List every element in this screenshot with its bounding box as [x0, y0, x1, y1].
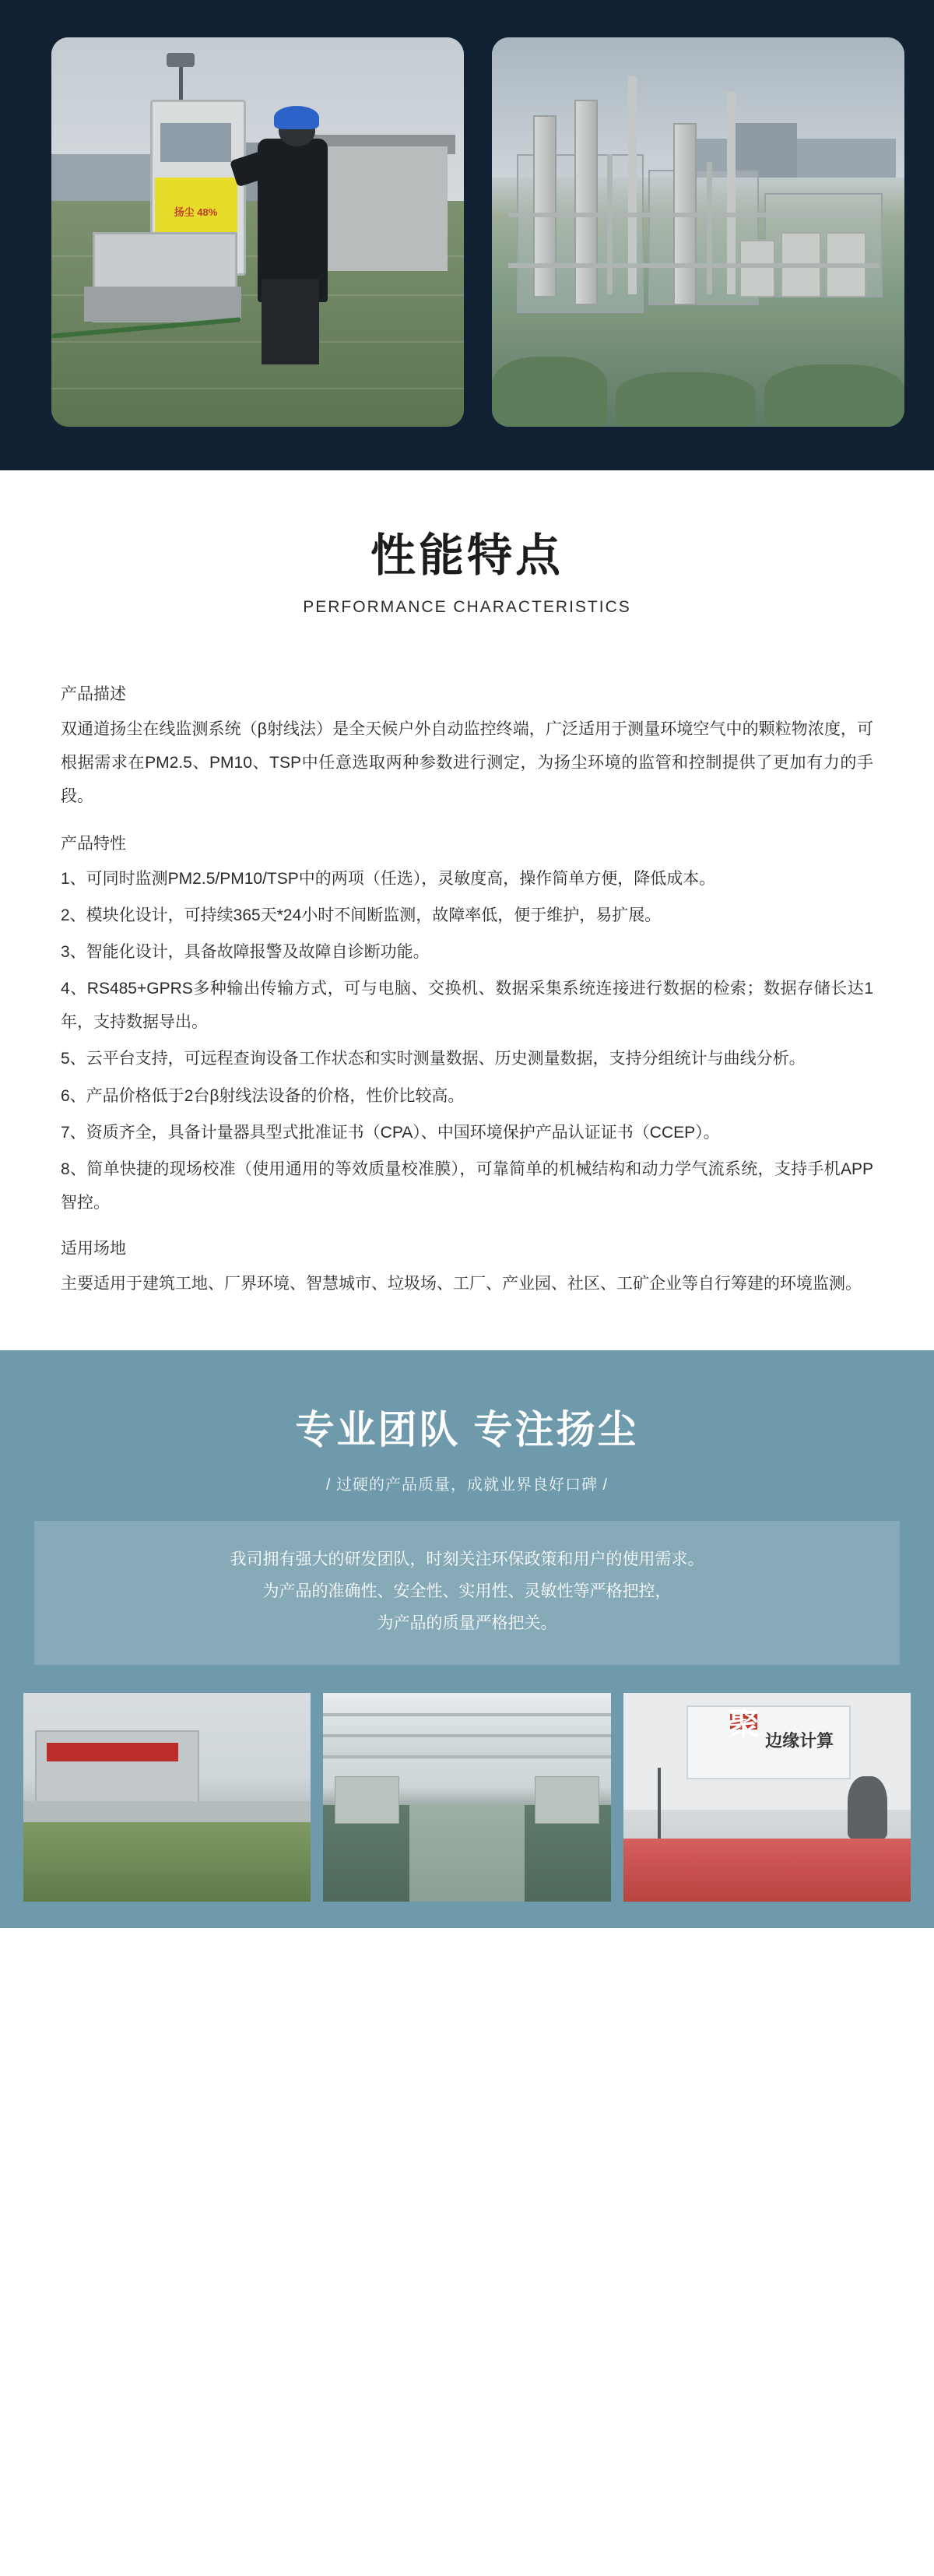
- worker-body: [258, 139, 328, 302]
- vegetation: [616, 372, 756, 427]
- scene-text: 主要适用于建筑工地、厂界环境、智慧城市、垃圾场、工厂、产业园、社区、工矿企业等自行筹建的环境监测。: [61, 1274, 862, 1293]
- team-section: [0, 1350, 934, 1928]
- workshop-aisle: [409, 1805, 525, 1901]
- team-title: 专业团队 专注扬尘: [295, 1407, 639, 1452]
- photo-site-monitoring: [51, 37, 464, 427]
- sampling-head: [167, 53, 195, 67]
- team-line: 为产品的准确性、安全性、实用性、灵敏性等严格把控，: [262, 1582, 672, 1600]
- wall-screen: [686, 1705, 851, 1779]
- vegetation: [764, 364, 904, 427]
- pipeline: [508, 213, 880, 217]
- distillation-tower: [533, 115, 557, 297]
- top-photo-band: [0, 0, 934, 470]
- feature-heading: 产品特性: [61, 835, 126, 853]
- screen-text: 边缘计算: [765, 1731, 834, 1751]
- workshop-roof: [323, 1693, 610, 1760]
- team-description-box: [34, 1521, 900, 1665]
- gate-sign: [47, 1743, 179, 1761]
- pipe-vertical: [607, 154, 613, 294]
- stack: [628, 76, 637, 294]
- roof-beam: [323, 1734, 610, 1737]
- equipment-stack: [335, 1776, 399, 1824]
- page-title: 性能特点: [370, 530, 564, 581]
- desc-text: 双通道扬尘在线监测系统（β射线法）是全天候户外自动监控终端，广泛适用于测量环境空气中的颗粒物浓度，可根据需求在PM2.5、PM10、TSP中任意选取两种参数进行测定，为扬尘环境的监管和控制提供了更加有力的手段。: [61, 720, 873, 806]
- roof-beam: [323, 1713, 610, 1716]
- worker-legs: [262, 279, 319, 364]
- safety-helmet: [274, 106, 319, 129]
- net-line: [51, 341, 464, 343]
- feature-item: 7、资质齐全，具备计量器具型式批准证书（CPA）、中国环境保护产品认证证书（CCEP）。: [61, 1123, 720, 1142]
- office-person: [848, 1776, 888, 1839]
- screen-logo: 聚: [728, 1707, 760, 1742]
- page-subtitle: PERFORMANCE CHARACTERISTICS: [303, 598, 631, 616]
- performance-section: [0, 470, 934, 648]
- equipment-stack: [535, 1776, 599, 1824]
- performance-body: [0, 648, 934, 1350]
- pipeline: [508, 263, 880, 268]
- feature-item: 3、智能化设计，具备故障报警及故障自诊断功能。: [61, 943, 430, 962]
- feature-item: 6、产品价格低于2台β射线法设备的价格，性价比较高。: [61, 1086, 465, 1105]
- team-gallery: [0, 1665, 934, 1928]
- scene-heading: 适用场地: [61, 1239, 126, 1258]
- vegetation: [492, 357, 607, 427]
- cabinet-label: 扬尘 48%: [155, 178, 237, 248]
- feature-item: 5、云平台支持，可远程查询设备工作状态和实时测量数据、历史测量数据，支持分组统计与曲线分析。: [61, 1050, 806, 1068]
- distillation-tower: [574, 100, 598, 305]
- feature-item: 4、RS485+GPRS多种输出传输方式，可与电脑、交换机、数据采集系统连接进行数据的检索；数据存储长达1年，支持数据导出。: [61, 980, 873, 1032]
- gallery-photo-office: [623, 1693, 911, 1902]
- feature-item: 2、模块化设计，可持续365天*24小时不间断监测，故障率低，便于维护，易扩展。: [61, 906, 662, 925]
- gallery-photo-workshop: [323, 1693, 610, 1902]
- storage-tank: [739, 240, 775, 297]
- office-desk: [623, 1839, 911, 1901]
- roof-beam: [323, 1755, 610, 1758]
- gallery-photo-factory-gate: [23, 1693, 311, 1902]
- team-line: 我司拥有强大的研发团队，时刻关注环保政策和用户的使用需求。: [230, 1550, 704, 1568]
- equipment-base-lower: [84, 287, 241, 322]
- desc-heading: 产品描述: [61, 685, 126, 703]
- net-line: [51, 388, 464, 389]
- team-subtitle: / 过硬的产品质量，成就业界良好口碑 /: [325, 1476, 609, 1494]
- pipe-vertical: [707, 162, 712, 294]
- team-line: 为产品的质量严格把关。: [377, 1614, 557, 1632]
- cabinet-display: [160, 123, 230, 162]
- photo-chemical-plant: [492, 37, 904, 427]
- yard-grass: [23, 1822, 311, 1902]
- feature-item: 8、简单快捷的现场校准（使用通用的等效质量校准膜），可靠简单的机械结构和动力学气流系统，支持手机APP智控。: [61, 1160, 873, 1212]
- feature-item: 1、可同时监测PM2.5/PM10/TSP中的两项（任选），灵敏度高，操作简单方便，降低成本。: [61, 870, 716, 889]
